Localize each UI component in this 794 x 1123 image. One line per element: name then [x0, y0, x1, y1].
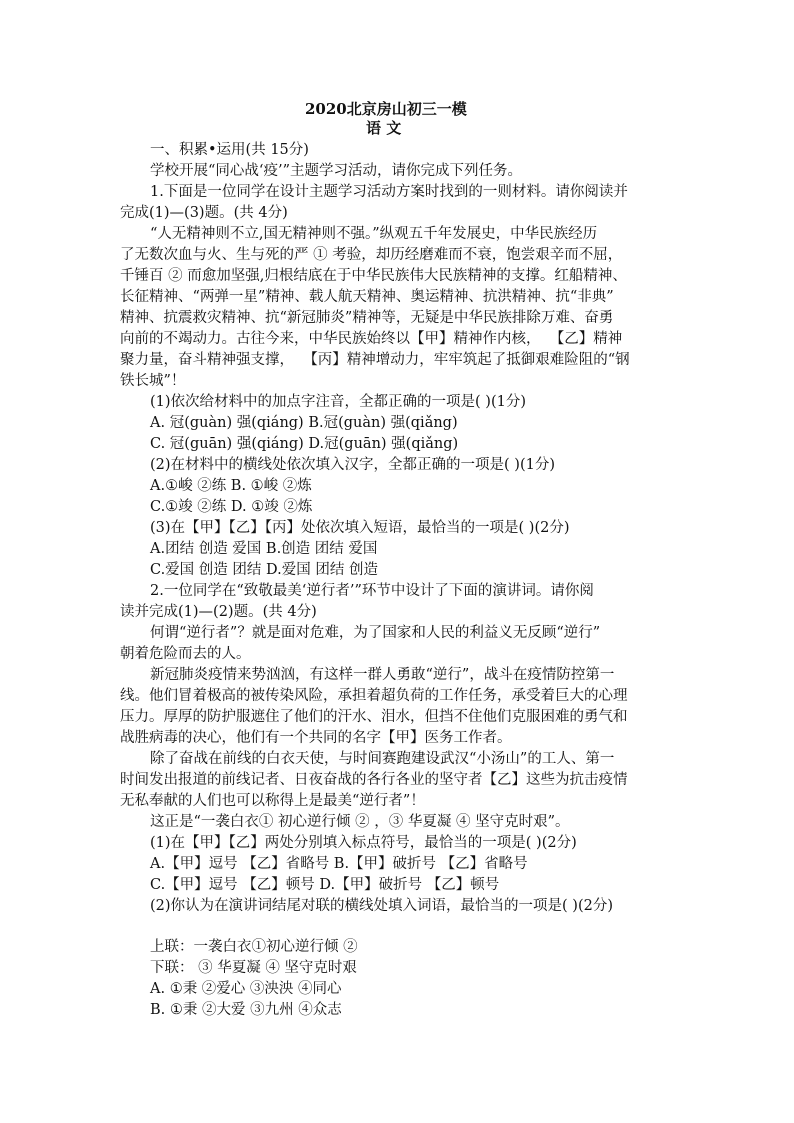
sub-question-3: (3)在【甲】【乙】【丙】处依次填入短语，最恰当的一项是( )(2分): [150, 520, 570, 536]
text-line: 了无数次血与火、生与死的严 ① 考验，却历经磨难而不衰，饱尝艰辛而不屈，: [120, 247, 623, 263]
section-heading: 一、积累•运用(共 15分): [150, 142, 309, 158]
question-1-stem: 1.下面是一位同学在设计主题学习活动方案时找到的一则材料。请你阅读并: [150, 184, 628, 200]
text-line: 压力。厚厚的防护服遮住了他们的汗水、泪水，但挡不住他们克服困难的勇气和: [120, 709, 628, 725]
text-line: 向前的不竭动力。古往今来，中华民族始终以【甲】精神作内核， 【乙】精神: [120, 331, 623, 347]
sub-question-2: (2)在材料中的横线处依次填入汉字，全都正确的一项是( )(1分): [150, 457, 555, 473]
option-line: B. ①秉 ②大爱 ③九州 ④众志: [150, 1002, 342, 1018]
option-line: A.团结 创造 爱国 B.创造 团结 爱国: [150, 541, 378, 557]
page-title: 2020北京房山初三一模: [305, 100, 467, 118]
subject-title: 语 文: [366, 119, 402, 137]
option-line: A. 冠(guàn) 强(qiáng) B.冠(guàn) 强(qiǎng): [150, 415, 458, 431]
speech-paragraph: 新冠肺炎疫情来势汹汹，有这样一群人勇敢“逆行”，战斗在疫情防控第一: [150, 667, 615, 683]
text-line: 读并完成(1)—(2)题。(共 4分): [120, 604, 317, 620]
text-line: 时间发出报道的前线记者、日夜奋战的各行各业的坚守者【乙】这些为抗击疫情: [120, 772, 628, 788]
text-line: 精神、抗震救灾精神、抗“新冠肺炎”精神等，无疑是中华民族排除万难、奋勇: [120, 310, 614, 326]
text-line: 千锤百 ② 而愈加坚强,归根结底在于中华民族伟大民族精神的支撑。红船精神、: [120, 268, 627, 284]
text-line: 学校开展“同心战‘疫’”主题学习活动，请你完成下列任务。: [150, 163, 523, 179]
text-line: 线。他们冒着极高的被传染风险，承担着超负荷的工作任务，承受着巨大的心理: [120, 688, 628, 704]
couplet-upper: 上联：一袭白衣①初心逆行倾 ②: [150, 939, 358, 955]
option-line: C.【甲】逗号 【乙】顿号 D.【甲】破折号 【乙】顿号: [150, 877, 500, 893]
option-line: C. 冠(guān) 强(qiáng) D.冠(guān) 强(qiǎng): [150, 436, 459, 452]
text-line: 朝着危险而去的人。: [120, 646, 251, 662]
option-line: C.爱国 创造 团结 D.爱国 团结 创造: [150, 562, 378, 578]
question-2-stem: 2.一位同学在“致敬最美‘逆行者’”环节中设计了下面的演讲词。请你阅: [150, 583, 594, 599]
option-line: A.①峻 ②练 B. ①峻 ②炼: [150, 478, 312, 494]
sub-question-2: (2)你认为在演讲词结尾对联的横线处填入词语，最恰当的一项是( )(2分): [150, 898, 613, 914]
text-line: 无私奉献的人们也可以称得上是最美“逆行者”！: [120, 793, 425, 809]
text-line: 铁长城”！: [120, 373, 186, 389]
text-line: 完成(1)—(3)题。(共 4分): [120, 205, 288, 221]
material-paragraph: “人无精神则不立,国无精神则不强。”纵观五千年发展史，中华民族经历: [150, 226, 598, 242]
option-line: C.①竣 ②练 D. ①竣 ②炼: [150, 499, 313, 515]
couplet-lower: 下联： ③ 华夏凝 ④ 坚守克时艰: [150, 960, 357, 976]
option-line: A.【甲】逗号 【乙】省略号 B.【甲】破折号 【乙】省略号: [150, 856, 528, 872]
text-line: 聚力量，奋斗精神强支撑， 【丙】精神增动力，牢牢筑起了抵御艰难险阻的“钢: [120, 352, 630, 368]
speech-paragraph: 这正是“一袭白衣① 初心逆行倾 ② ，③ 华夏凝 ④ 坚守克时艰”。: [150, 814, 570, 830]
option-line: A. ①秉 ②爱心 ③泱泱 ④同心: [150, 981, 342, 997]
speech-paragraph: 何谓“逆行者”？就是面对危难，为了国家和人民的利益义无反顾“逆行”: [150, 625, 601, 641]
text-line: 长征精神、“两弹一星”精神、载人航天精神、奥运精神、抗洪精神、抗“非典”: [120, 289, 614, 305]
text-line: 战胜病毒的决心，他们有一个共同的名字【甲】医务工作者。: [120, 730, 512, 746]
speech-paragraph: 除了奋战在前线的白衣天使，与时间赛跑建设武汉“小汤山”的工人、第一: [150, 751, 615, 767]
sub-question-1: (1)在【甲】【乙】两处分别填入标点符号，最恰当的一项是( )(2分): [150, 835, 577, 851]
sub-question-1: (1)依次给材料中的加点字注音，全都正确的一项是( )(1分): [150, 394, 526, 410]
